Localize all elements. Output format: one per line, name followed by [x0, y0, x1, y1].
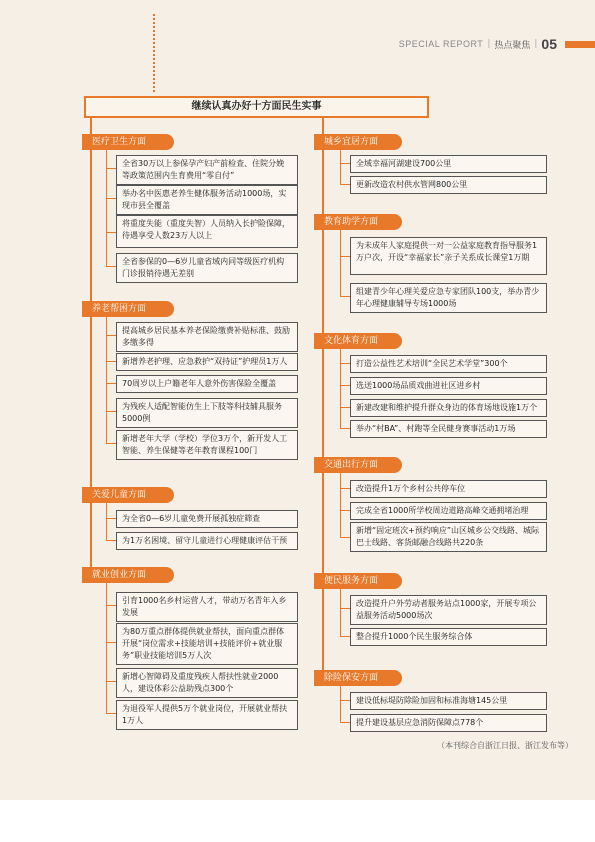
list-item: 全省参保的0—6岁儿童省域内同等级医疗机构门诊报销待遇无差别 [116, 253, 298, 283]
section-label-cn: 热点聚焦 [494, 40, 531, 51]
branch-connector [340, 488, 350, 489]
list-item: 将重度失能（重度失智）人员纳入长护险保障，待遇享受人数23万人以上 [116, 215, 298, 248]
list-item: 引育1000名乡村运营人才，带动万名青年入乡发展 [116, 592, 298, 622]
list-item: 全域幸福河湖建设700公里 [350, 155, 547, 173]
branch-line [106, 317, 107, 443]
list-item: 建设低标堤防除险加固和标准海塘145公里 [350, 692, 547, 710]
branch-connector [340, 363, 350, 364]
branch-connector [340, 184, 350, 185]
branch-connector [106, 411, 116, 412]
branch-connector [340, 722, 350, 723]
page-header [399, 36, 595, 52]
branch-line [340, 349, 341, 428]
branch-connector [340, 407, 350, 408]
header-divider: | [534, 39, 538, 49]
branch-connector [340, 428, 350, 429]
list-item: 更新改造农村供水管网800公里 [350, 176, 547, 194]
branch-line [340, 686, 341, 722]
branch-connector [106, 232, 116, 233]
decorative-dotted-line [153, 14, 155, 92]
branch-connector [106, 443, 116, 444]
section-label-en: SPECIAL REPORT [398, 39, 484, 49]
branch-connector [106, 168, 116, 169]
list-item: 为残疾人适配智能仿生上下肢等科技辅具服务5000例 [116, 398, 298, 428]
page-title: 继续认真办好十方面民生实事 [84, 96, 429, 118]
list-item: 为退役军人提供5万个就业岗位，开展就业帮扶1万人 [116, 700, 298, 730]
branch-line [340, 473, 341, 537]
list-item: 为80万重点群体提供就业帮扶，面向重点群体开展“岗位需求+技能培训+技能评价+就业服务”职业技能培训5万人次 [116, 623, 298, 665]
list-item: 为全省0—6岁儿童免费开展孤独症筛查 [116, 510, 298, 528]
branch-line [340, 589, 341, 636]
branch-connector [340, 296, 350, 297]
branch-connector [106, 642, 116, 643]
branch-connector [106, 335, 116, 336]
branch-line [340, 150, 341, 184]
branch-connector [106, 198, 116, 199]
category-label: 医疗卫生方面 [82, 134, 174, 150]
list-item: 为1万名困境、留守儿童进行心理健康评估干预 [116, 532, 298, 550]
list-item: 组建青少年心理关爱应急专家团队100支，举办青少年心理健康辅导专场1000场 [350, 283, 547, 313]
page-number: 05 [541, 36, 557, 52]
list-item: 举办名中医惠老养生健体服务活动1000场，实现市县全覆盖 [116, 185, 298, 215]
category-label: 关爱儿童方面 [82, 487, 174, 503]
branch-connector [340, 537, 350, 538]
branch-connector [106, 540, 116, 541]
branch-line [340, 230, 341, 296]
category-label: 便民服务方面 [314, 573, 402, 589]
branch-connector [340, 385, 350, 386]
list-item: 新增养老护理、应急救护“双持证”护理员1万人 [116, 353, 298, 371]
tree-trunk-line [90, 118, 92, 575]
branch-connector [106, 681, 116, 682]
tree-trunk-line [322, 118, 324, 678]
header-accent-bar [565, 41, 595, 48]
list-item: 全省30万以上参保孕产妇产前检查、住院分娩等政策范围内生育费用“零自付” [116, 155, 298, 185]
branch-connector [106, 361, 116, 362]
category-label: 城乡宜居方面 [314, 134, 402, 150]
branch-connector [106, 713, 116, 714]
branch-connector [340, 700, 350, 701]
branch-connector [106, 518, 116, 519]
source-note: （本刊综合自浙江日报、浙江发布等） [437, 741, 573, 750]
list-item: 整合提升1000个民生服务综合体 [350, 628, 547, 646]
branch-connector [106, 383, 116, 384]
header-divider: | [487, 39, 491, 49]
category-label: 文化体育方面 [314, 333, 402, 349]
category-label: 交通出行方面 [314, 457, 402, 473]
branch-connector [106, 266, 116, 267]
branch-line [106, 583, 107, 713]
list-item: 举办“村BA”、村跑等全民健身赛事活动1万场 [350, 420, 547, 438]
category-label: 就业创业方面 [82, 567, 174, 583]
list-item: 提升建设基层应急消防保障点778个 [350, 714, 547, 732]
list-item: 新增心智障碍及重度残疾人帮扶性就业2000人，建设体彩公益助残点300个 [116, 668, 298, 698]
list-item: 70周岁以上户籍老年人意外伤害保险全覆盖 [116, 375, 298, 393]
branch-connector [340, 510, 350, 511]
list-item: 新增“固定班次+预约响应”山区城乡公交线路、城际巴士线路、客货邮融合线路共220条 [350, 522, 547, 552]
list-item: 新增老年大学（学校）学位3万个，新开发人工智能、养生保健等老年教育课程100门 [116, 430, 298, 460]
branch-connector [340, 163, 350, 164]
list-item: 选送1000场品质戏曲进社区进乡村 [350, 377, 547, 395]
list-item: 为未成年人家庭提供一对一公益家庭教育指导服务1万户次，开设“幸福家长”亲子关系成长课堂1万期 [350, 237, 547, 275]
branch-connector [106, 605, 116, 606]
branch-connector [340, 636, 350, 637]
category-label: 养老帮困方面 [82, 301, 174, 317]
list-item: 改造提升1万个乡村公共停车位 [350, 480, 547, 498]
list-item: 改造提升户外劳动者服务站点1000家，开展专项公益服务活动5000场次 [350, 595, 547, 625]
category-label: 教育助学方面 [314, 214, 402, 230]
list-item: 打造公益性艺术培训“全民艺术学堂”300个 [350, 355, 547, 373]
branch-line [106, 503, 107, 540]
list-item: 完成全省1000所学校周边道路高峰交通拥堵治理 [350, 502, 547, 520]
branch-connector [340, 256, 350, 257]
list-item: 新建改建和维护提升群众身边的体育场地设施1万个 [350, 399, 547, 417]
list-item: 提高城乡居民基本养老保险缴费补贴标准、鼓励多缴多得 [116, 322, 298, 352]
category-label: 除险保安方面 [314, 670, 402, 686]
branch-connector [340, 608, 350, 609]
